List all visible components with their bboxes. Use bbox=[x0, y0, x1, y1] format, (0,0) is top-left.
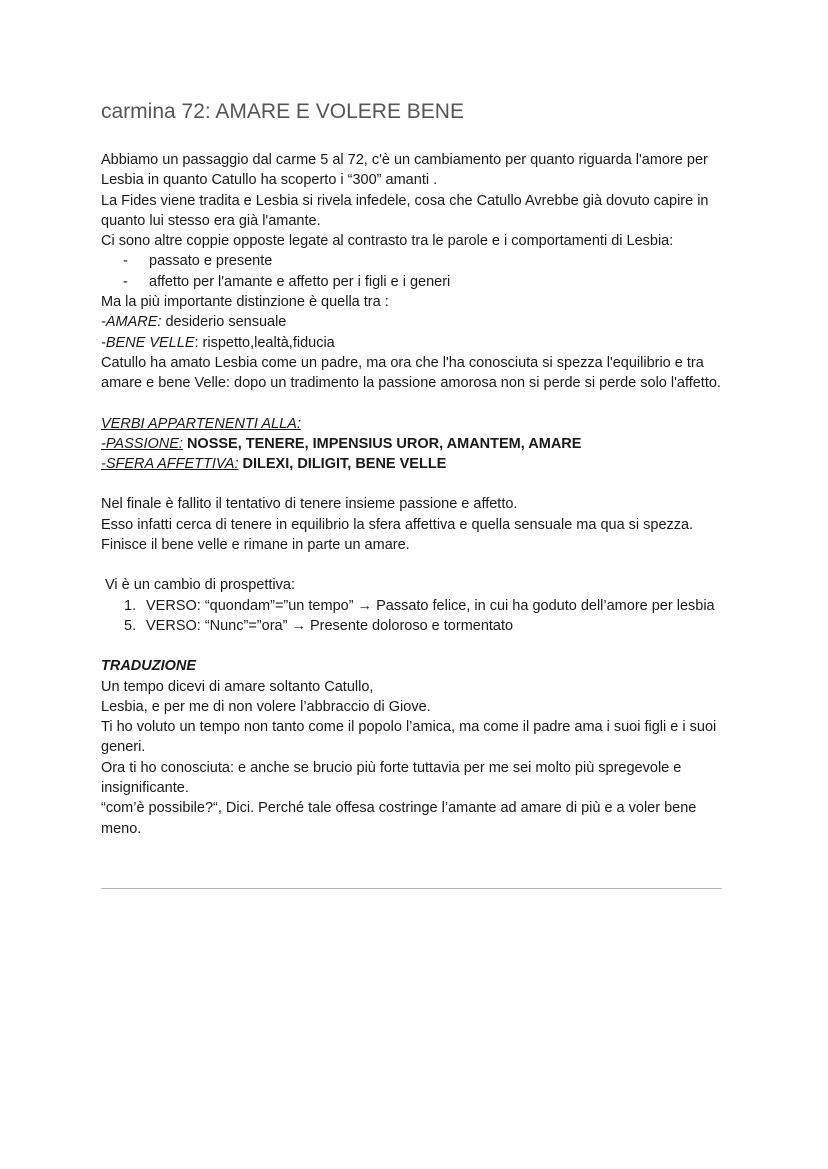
amare-label: -AMARE: bbox=[101, 314, 162, 331]
opposites-list bbox=[101, 251, 726, 292]
list-item-text: affetto per l'amante e affetto per i figli e i generi bbox=[149, 273, 451, 290]
bullet-dash: - bbox=[123, 273, 128, 290]
verbi-heading: VERBI APPARTENENTI ALLA: bbox=[101, 415, 301, 432]
horizontal-divider bbox=[101, 888, 722, 889]
bene-velle-label: -BENE VELLE bbox=[101, 334, 195, 351]
list-item bbox=[101, 596, 726, 616]
traduzione-line-4: Ora ti ho conosciuta: e anche se brucio più forte tuttavia per me sei molto più spregevole e insignificante. bbox=[101, 759, 682, 797]
intro-paragraph-3: Ci sono altre coppie opposte legate al contrasto tra le parole e i comportamenti di Lesbia: bbox=[101, 233, 674, 250]
sfera-label: -SFERA AFFETTIVA: bbox=[101, 456, 239, 473]
finale-paragraph-2: Esso infatti cerca di tenere in equilibrio la sfera affettiva e quella sensuale ma qua si spezza. bbox=[101, 516, 694, 533]
amare-text: desiderio sensuale bbox=[161, 314, 287, 331]
bene-velle-text: : rispetto,lealtà,fiducia bbox=[194, 334, 335, 351]
intro-paragraph-1: Abbiamo un passaggio dal carme 5 al 72, c'è un cambiamento per quanto riguarda l'amore per Lesbia in quanto Catullo ha scoperto i “300” amanti . bbox=[101, 152, 708, 189]
list-number: 1. bbox=[124, 597, 137, 614]
intro-paragraph-5: Catullo ha amato Lesbia come un padre, ma ora che l'ha conosciuta si spezza l'equilibrio e tra amare e bene Velle: dopo un tradimento la passione amorosa non si perde si perde solo l'affetto. bbox=[101, 354, 721, 392]
finale-paragraph-1: Nel finale è fallito il tentativo di tenere insieme passione e affetto. bbox=[101, 496, 518, 513]
traduzione-heading: TRADUZIONE bbox=[101, 658, 197, 675]
passione-label: -PASSIONE: bbox=[101, 435, 183, 452]
list-number: 5. bbox=[124, 617, 137, 634]
list-item-text: VERSO: “quondam”=”un tempo” → Passato felice, in cui ha goduto dell’amore per lesbia bbox=[146, 597, 715, 614]
intro-paragraph-4: Ma la più importante distinzione è quella tra : bbox=[101, 294, 389, 311]
intro-paragraph-2: La Fides viene tradita e Lesbia si rivela infedele, cosa che Catullo Avrebbe già dovuto capire in quanto lui stesso era già l'amante. bbox=[101, 192, 709, 229]
passione-line bbox=[101, 434, 726, 454]
prospettiva-list bbox=[101, 596, 726, 637]
prospettiva-intro: Vi è un cambio di prospettiva: bbox=[105, 577, 295, 594]
sfera-line bbox=[101, 454, 726, 474]
traduzione-line-5: “com’è possibile?“, Dici. Perché tale offesa costringe l’amante ad amare di più e a voler bene meno. bbox=[101, 800, 697, 837]
traduzione-line-2: Lesbia, e per me di non volere l’abbraccio di Giove. bbox=[101, 698, 431, 715]
bullet-dash: - bbox=[123, 253, 128, 270]
finale-paragraph-3: Finisce il bene velle e rimane in parte un amare. bbox=[101, 537, 410, 554]
traduzione-line-3: Ti ho voluto un tempo non tanto come il popolo l’amica, ma come il padre ama i suoi figli e i suoi generi. bbox=[101, 719, 717, 756]
sfera-words: DILEXI, DILIGIT, BENE VELLE bbox=[238, 456, 447, 473]
list-item bbox=[101, 272, 726, 292]
document-body bbox=[101, 150, 726, 839]
amare-definition bbox=[101, 312, 726, 332]
list-item bbox=[101, 616, 726, 636]
passione-words: NOSSE, TENERE, IMPENSIUS UROR, AMANTEM, AMARE bbox=[182, 435, 582, 452]
list-item bbox=[101, 251, 726, 271]
page-title: carmina 72: AMARE E VOLERE BENE bbox=[101, 100, 464, 123]
list-item-text: VERSO: “Nunc”=”ora” → Presente doloroso e tormentato bbox=[146, 617, 514, 634]
traduzione-line-1: Un tempo dicevi di amare soltanto Catullo, bbox=[101, 678, 374, 695]
list-item-text: passato e presente bbox=[149, 253, 273, 270]
bene-velle-definition bbox=[101, 333, 726, 353]
